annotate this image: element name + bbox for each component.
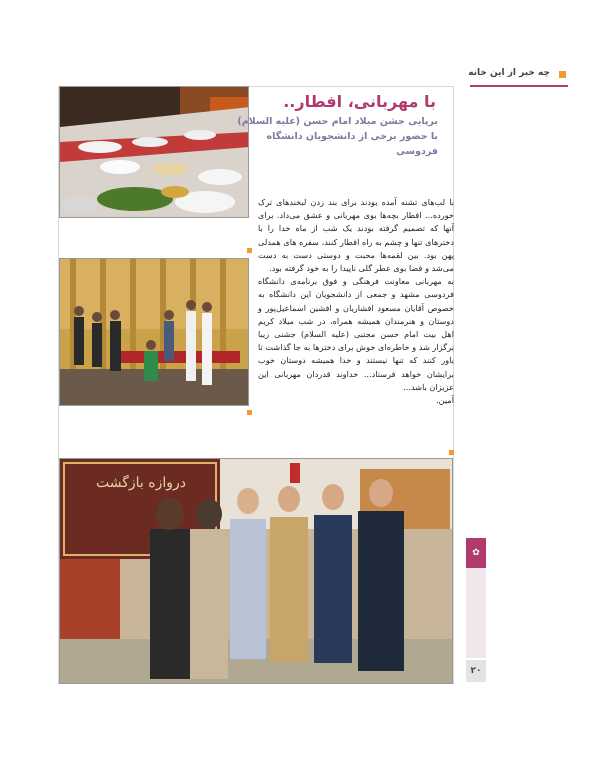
article-paragraph: با لب‌های تشنه آمده بودند برای بند زدن لبخندهای ترک خورده... افطار بچه‌ها بوی مهربانی و عشق می‌داد. برای آنها که تصمیم گرفته بودند یک شب از ماه خدا را با دخترهای تنها و چشم به راه افطار کنند، سفره های همدلی پهن بود. بین لقمه‌ها محبت و دوستی دست به دست می‌شد و فضا بوی عطر گلی ناپیدا را به خود گرفته بود. (258, 197, 454, 274)
article-paragraph: به مهربانی معاونت فرهنگی و فوق برنامه‌ی دانشگاه فردوسی مشهد و جمعی از دانشجویان این دانشگاه به خصوص آقایان مسعود افشاریان و افشین اسماعیل‌پور و دوستان و هنرمندان همیشه همراه، در شب میلاد کریم اهل بیت امام حسن مجتبی (علیه السلام) جشنی زیبا برگزار شد و خاطره‌ای خوش برای دخترها به جا گذاشت تا باور کنند که تنها نیستند و خدا همیشه دوستان خوب برایشان خواهد فرستاد... خداوند قدردان مهربانی این عزیزان باشد... (258, 276, 454, 392)
wall-sign-text: دروازه بازگشت (95, 475, 186, 491)
section-bullet-icon (559, 71, 566, 78)
magazine-logo-icon: ✿ (466, 538, 486, 568)
article-end-icon (449, 450, 454, 455)
students-photo (59, 258, 249, 406)
article-subheadline: برپایی جشن میلاد امام حسن (علیه السلام) با حضور برخی از دانشجویان دانشگاه فردوسی (237, 116, 438, 157)
article-paragraph: آمین. (436, 395, 454, 406)
photo-marker-icon (247, 248, 252, 253)
page-number: ۲۰ (466, 660, 486, 682)
article-body (258, 196, 454, 407)
article-headline: با مهربانی، افطار.. (283, 92, 436, 111)
iftar-table-photo (59, 86, 249, 218)
magazine-side-strip (467, 575, 485, 655)
group-photo (59, 458, 453, 684)
section-divider (470, 85, 568, 87)
photo-marker-icon (247, 410, 252, 415)
section-label: چه خبر از این خانه (468, 68, 550, 78)
